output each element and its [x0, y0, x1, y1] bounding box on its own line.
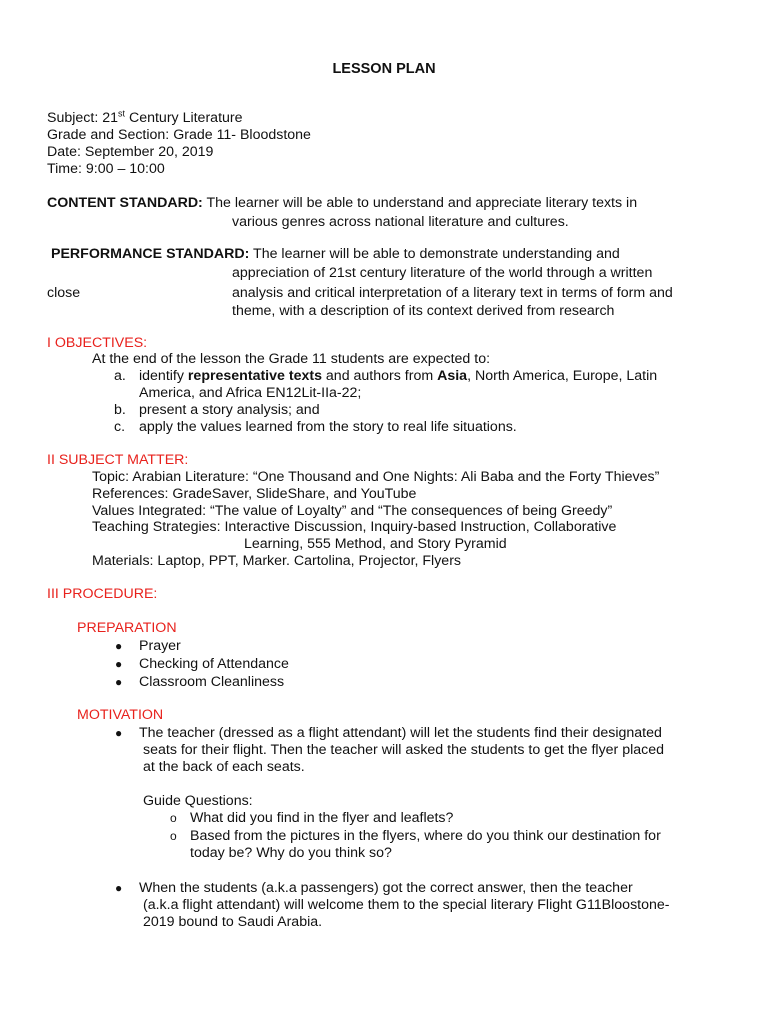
motivation-paragraph-2-line2: (a.k.a flight attendant) will welcome them to the special literary Flight G11Bloostone- [143, 897, 670, 913]
bullet-icon: ● [115, 657, 123, 671]
subject-matter-heading: II SUBJECT MATTER: [47, 452, 189, 468]
motivation-heading: MOTIVATION [77, 707, 164, 723]
guide-question-text: What did you find in the flyer and leaflets? [190, 810, 454, 826]
subject-line [47, 110, 243, 127]
content-standard-line2: various genres across national literature and cultures. [232, 214, 569, 230]
objective-text: and authors from [321, 368, 438, 384]
content-standard-line1 [47, 195, 637, 212]
grade-line: Grade and Section: Grade 11- Bloodstone [47, 127, 311, 143]
objective-text: apply the values learned from the story to real life situations. [139, 419, 517, 435]
time-line: Time: 9:00 – 10:00 [47, 161, 165, 177]
subject-value: Century Literature [125, 110, 243, 126]
performance-standard-label: PERFORMANCE STANDARD: [51, 246, 250, 262]
content-standard-label: CONTENT STANDARD: [47, 195, 203, 211]
performance-standard-close: close [47, 285, 81, 301]
performance-standard-line4: theme, with a description of its context derived from research [232, 303, 615, 319]
objective-item-c [114, 419, 517, 436]
subject-matter-strategies-continued: Learning, 555 Method, and Story Pyramid [244, 536, 507, 552]
preparation-item [115, 638, 181, 655]
objective-text: present a story analysis; and [139, 402, 320, 418]
objectives-heading: I OBJECTIVES: [47, 335, 148, 351]
guide-question-2 [170, 828, 661, 845]
objective-text: , North America, Europe, Latin [467, 368, 658, 384]
motivation-text: When the students (a.k.a passengers) got the correct answer, then the teacher [139, 880, 633, 896]
motivation-paragraph-1 [115, 725, 662, 742]
objective-letter: b. [114, 402, 126, 418]
subject-matter-topic: Topic: Arabian Literature: “One Thousand and One Nights: Ali Baba and the Forty Thieves” [92, 469, 660, 485]
objective-emphasis: Asia [437, 368, 468, 384]
performance-standard-line2: appreciation of 21st century literature of the world through a written [232, 265, 653, 281]
motivation-paragraph-1-line3: at the back of each seats. [143, 759, 305, 775]
objective-item-a [114, 368, 657, 385]
objective-item-a-continued: America, and Africa EN12Lit-IIa-22; [139, 385, 362, 401]
document-title: LESSON PLAN [332, 61, 436, 77]
guide-questions-label: Guide Questions: [143, 793, 253, 809]
procedure-heading: III PROCEDURE: [47, 586, 158, 602]
motivation-paragraph-2 [115, 880, 633, 897]
subject-label: Subject: 21 [47, 110, 118, 126]
subject-superscript: st [118, 108, 126, 119]
bullet-icon: ● [115, 881, 123, 895]
motivation-text: The teacher (dressed as a flight attendant) will let the students find their designated [139, 725, 662, 741]
subject-matter-strategies: Teaching Strategies: Interactive Discussion, Inquiry-based Instruction, Collaborative [92, 519, 617, 535]
guide-question-1 [170, 810, 453, 827]
objective-letter: c. [114, 419, 126, 435]
performance-standard-line3: analysis and critical interpretation of a literary text in terms of form and [232, 285, 673, 301]
preparation-item [115, 674, 284, 691]
preparation-item-label: Prayer [139, 638, 181, 654]
preparation-item-label: Checking of Attendance [139, 656, 289, 672]
objective-text: identify [139, 368, 188, 384]
motivation-paragraph-1-line2: seats for their flight. Then the teacher will asked the students to get the flyer placed [143, 742, 665, 758]
bullet-icon: ● [115, 726, 123, 740]
objectives-intro: At the end of the lesson the Grade 11 students are expected to: [92, 351, 491, 367]
bullet-icon: ● [115, 639, 123, 653]
preparation-item [115, 656, 289, 673]
guide-question-text: Based from the pictures in the flyers, where do you think our destination for [190, 828, 661, 844]
subject-matter-references: References: GradeSaver, SlideShare, and YouTube [92, 486, 417, 502]
subject-matter-materials: Materials: Laptop, PPT, Marker. Cartolina, Projector, Flyers [92, 553, 462, 569]
preparation-item-label: Classroom Cleanliness [139, 674, 285, 690]
objective-item-b [114, 402, 320, 419]
circle-bullet-icon: o [170, 829, 177, 843]
performance-standard-line1 [51, 246, 620, 263]
content-standard-text1: The learner will be able to understand and appreciate literary texts in [202, 195, 638, 211]
subject-matter-values: Values Integrated: “The value of Loyalty” and “The consequences of being Greedy” [92, 503, 613, 519]
objective-letter: a. [114, 368, 126, 384]
motivation-paragraph-2-line3: 2019 bound to Saudi Arabia. [143, 914, 323, 930]
preparation-heading: PREPARATION [77, 620, 177, 636]
circle-bullet-icon: o [170, 811, 177, 825]
objective-emphasis: representative texts [187, 368, 322, 384]
bullet-icon: ● [115, 675, 123, 689]
guide-question-2-line2: today be? Why do you think so? [190, 845, 392, 861]
performance-standard-text1: The learner will be able to demonstrate understanding and [249, 246, 620, 262]
date-line: Date: September 20, 2019 [47, 144, 214, 160]
